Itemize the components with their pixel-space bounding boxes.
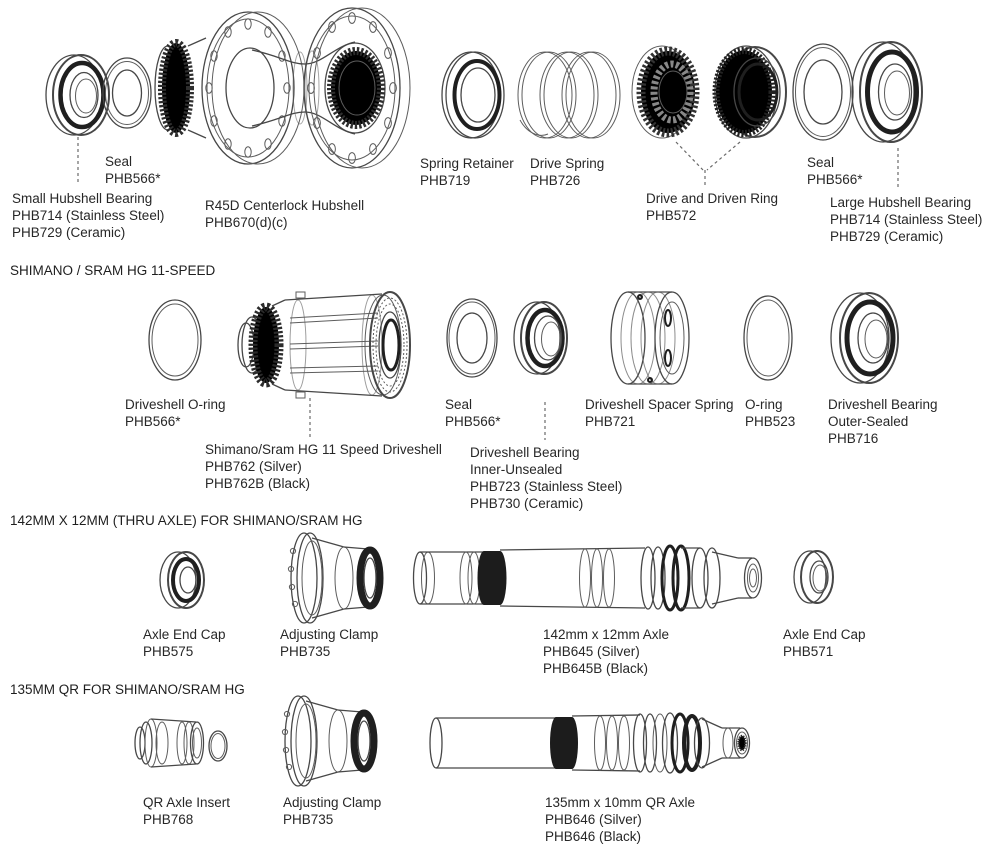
part-seal-left	[103, 58, 151, 128]
section-header-hg11: SHIMANO / SRAM HG 11-SPEED	[10, 263, 216, 278]
part-drive-ring	[632, 46, 695, 138]
text-line: Seal	[445, 397, 473, 412]
text-line: Inner-Unsealed	[470, 462, 563, 477]
text-line: Seal	[807, 155, 835, 170]
text-line: PHB768	[143, 812, 194, 827]
text-line: Shimano/Sram HG 11 Speed Driveshell	[205, 442, 442, 457]
part-adjusting-clamp-2	[282, 696, 374, 786]
text-line: Small Hubshell Bearing	[12, 191, 153, 206]
text-line: Axle End Cap	[783, 627, 866, 642]
text-line: PHB566*	[125, 414, 181, 429]
text-line: PHB735	[280, 644, 331, 659]
label-adjusting-clamp-1	[280, 626, 378, 660]
text-line: PHB566*	[807, 172, 863, 187]
text-line: R45D Centerlock Hubshell	[205, 198, 365, 213]
part-spring-retainer	[442, 52, 504, 138]
text-line: PHB719	[420, 173, 471, 188]
text-line: Adjusting Clamp	[280, 627, 379, 642]
text-line: 135mm x 10mm QR Axle	[545, 795, 696, 810]
text-line: PHB762B (Black)	[205, 476, 311, 491]
part-seal-right	[793, 44, 853, 140]
label-driveshell-bearing-outer	[828, 396, 938, 447]
text-line: PHB566*	[105, 171, 161, 186]
text-line: Drive Spring	[530, 156, 605, 171]
text-line: PHB729 (Ceramic)	[12, 225, 126, 240]
label-axle-142	[543, 626, 669, 677]
part-driveshell-oring	[149, 300, 201, 380]
text-line: PHB523	[745, 414, 796, 429]
part-driveshell-bearing-outer	[831, 293, 898, 383]
part-small-hubshell-bearing	[46, 55, 109, 135]
text-line: PHB670(d)(c)	[205, 215, 288, 230]
text-line: Driveshell Bearing	[470, 445, 580, 460]
part-adjusting-clamp-1	[288, 533, 380, 623]
text-line: QR Axle Insert	[143, 795, 231, 810]
section-header-thru-axle: 142MM X 12MM (THRU AXLE) FOR SHIMANO/SRAM HG	[10, 513, 363, 528]
label-driveshell-bearing-inner	[470, 444, 622, 512]
text-line: PHB572	[646, 208, 697, 223]
text-line: PHB566*	[445, 414, 501, 429]
text-line: PHB735	[283, 812, 334, 827]
text-line: PHB726	[530, 173, 581, 188]
text-line: Adjusting Clamp	[283, 795, 382, 810]
part-large-hubshell-bearing	[852, 42, 922, 142]
text-line: PHB714 (Stainless Steel)	[12, 208, 165, 223]
part-axle-142	[414, 546, 762, 610]
text-line: Drive and Driven Ring	[646, 191, 779, 206]
label-spacer-spring	[585, 396, 734, 430]
text-line: PHB646 (Silver)	[545, 812, 642, 827]
text-line: Outer-Sealed	[828, 414, 909, 429]
label-qr-axle-insert	[143, 794, 230, 828]
text-line: PHB721	[585, 414, 636, 429]
text-line: PHB645 (Silver)	[543, 644, 640, 659]
text-line: PHB723 (Stainless Steel)	[470, 479, 623, 494]
part-driven-ring	[715, 46, 786, 138]
text-line: O-ring	[745, 397, 783, 412]
label-spring-retainer	[420, 155, 514, 189]
part-axle-end-cap-571	[794, 551, 833, 603]
label-axle-end-cap-571	[783, 626, 866, 660]
text-line: PHB575	[143, 644, 194, 659]
label-axle-end-cap-575	[143, 626, 226, 660]
part-seal-mid	[447, 299, 497, 377]
text-line: PHB571	[783, 644, 834, 659]
text-line: Seal	[105, 154, 133, 169]
label-oring-523	[745, 396, 795, 430]
text-line: PHB716	[828, 431, 879, 446]
text-line: Large Hubshell Bearing	[830, 195, 972, 210]
part-driveshell	[238, 292, 410, 398]
label-small-hubshell-bearing	[12, 190, 164, 241]
label-seal-left	[105, 153, 161, 187]
text-line: 142mm x 12mm Axle	[543, 627, 670, 642]
label-drive-driven-ring	[646, 190, 778, 224]
label-hubshell	[205, 197, 364, 231]
label-driveshell-oring	[125, 396, 226, 430]
text-line: Driveshell Bearing	[828, 397, 938, 412]
text-line: PHB645B (Black)	[543, 661, 649, 676]
part-centerlock-hubshell	[155, 8, 410, 168]
text-line: PHB714 (Stainless Steel)	[830, 212, 983, 227]
part-driveshell-spacer-spring	[611, 292, 689, 384]
text-line: Axle End Cap	[143, 627, 226, 642]
label-axle-135	[545, 794, 695, 845]
part-qr-axle-insert	[135, 719, 227, 767]
part-axle-end-cap-575	[160, 552, 204, 608]
label-seal-mid	[445, 396, 501, 430]
text-line: Driveshell Spacer Spring	[585, 397, 734, 412]
section-header-qr: 135MM QR FOR SHIMANO/SRAM HG	[10, 682, 245, 697]
label-seal-right	[807, 154, 863, 188]
text-line: PHB729 (Ceramic)	[830, 229, 944, 244]
part-oring-523	[744, 296, 792, 380]
part-driveshell-bearing-inner	[514, 302, 567, 374]
part-drive-spring	[518, 52, 620, 138]
text-line: PHB762 (Silver)	[205, 459, 302, 474]
text-line: Spring Retainer	[420, 156, 514, 171]
label-drive-spring	[530, 155, 604, 189]
label-adjusting-clamp-2	[283, 794, 381, 828]
text-line: PHB646 (Black)	[545, 829, 642, 844]
text-line: PHB730 (Ceramic)	[470, 496, 584, 511]
label-driveshell	[205, 441, 442, 492]
text-line: Driveshell O-ring	[125, 397, 226, 412]
label-large-hubshell-bearing	[830, 194, 982, 245]
part-axle-135	[430, 713, 750, 773]
